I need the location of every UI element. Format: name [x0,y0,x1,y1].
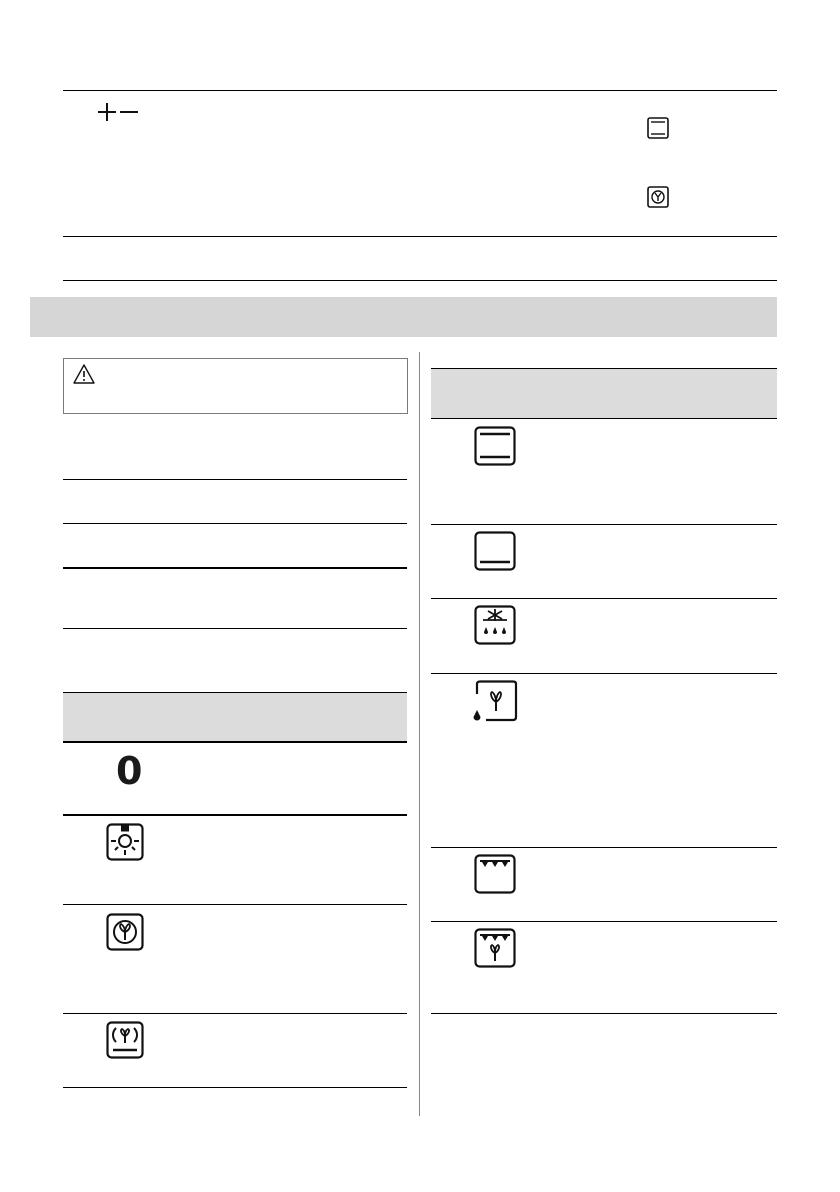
top-table-rule-mid [63,236,777,237]
top-table-rule-bottom [63,280,777,281]
true-fan-cooking-icon [106,913,144,951]
turbo-grilling-icon [474,928,516,968]
right-table-header [431,368,777,419]
oven-light-icon [106,823,144,861]
left-rule-2 [63,523,407,524]
right-table-rule-d [431,847,777,848]
right-table-rule-f [431,1013,777,1014]
left-rule-1 [63,479,407,480]
left-table-rule-a [63,814,407,816]
left-table-rule-d [63,1087,407,1088]
grill-icon [474,854,516,894]
left-rule-3 [63,567,407,569]
moist-fan-baking-icon [472,680,518,722]
section-title-band [30,297,777,337]
right-table-rule-b [431,598,777,599]
oven-square-icon [647,117,669,139]
fan-with-bottom-heat-icon [106,1021,144,1059]
right-table-rule-c [431,673,777,674]
oven-fan-small-icon [647,186,669,208]
defrost-icon [474,605,516,645]
left-rule-4 [63,628,407,629]
left-table-rule-b [63,904,407,905]
column-divider [419,352,420,1116]
conventional-cooking-icon [474,426,516,466]
zero-position-label: 0 [116,749,143,793]
warning-triangle-icon [73,364,95,384]
right-table-rule-a [431,524,777,525]
left-table-rule-c [63,1013,407,1014]
bottom-heat-icon [474,531,516,571]
right-table-rule-e [431,921,777,922]
plus-minus-icon [96,101,142,123]
top-table-rule-top [63,90,777,91]
warning-box [63,358,408,414]
left-table-header [63,692,407,743]
